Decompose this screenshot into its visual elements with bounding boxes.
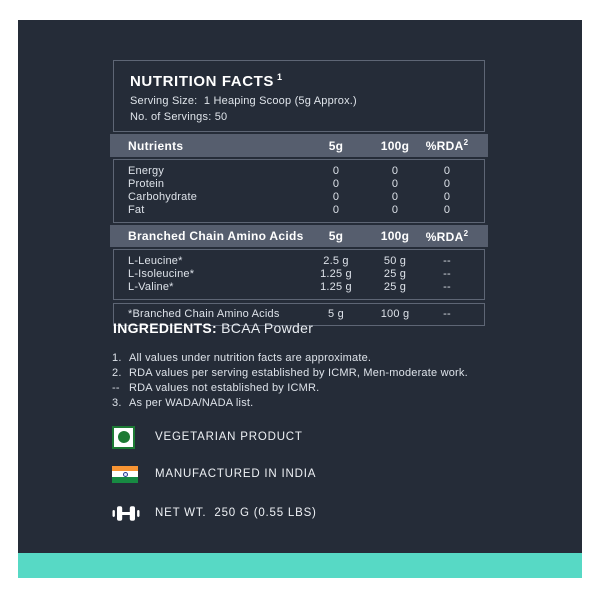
value-100g: 0: [391, 204, 399, 216]
india-flag: [112, 466, 138, 483]
col-header-100g: 100g: [380, 229, 410, 243]
value-100g: 0: [391, 191, 399, 203]
value-rda: 0: [443, 204, 451, 216]
dumbbell-svg: [112, 505, 140, 522]
net-weight-badge: [112, 500, 317, 526]
rda-footnote: 2: [463, 228, 469, 238]
nutrient-name: Protein: [128, 178, 165, 190]
nutrients-header-row: [110, 134, 488, 157]
footnote-text: RDA values not established by ICMR.: [129, 382, 320, 394]
value-100g: 25 g: [383, 281, 407, 293]
footnote-text: RDA values per serving established by ICMR, Men-moderate work.: [129, 367, 468, 379]
net-weight-label: NET WT. 250 G (0.55 LBS): [155, 507, 317, 519]
table-row-leucine: [114, 255, 484, 268]
origin-label: MANUFACTURED IN INDIA: [155, 468, 317, 480]
value-100g: 25 g: [383, 268, 407, 280]
nutrient-name: Carbohydrate: [128, 191, 198, 203]
value-5g: 2.5 g: [323, 255, 349, 267]
footnote-3: [112, 396, 532, 411]
rda-label: %RDA: [425, 229, 464, 244]
value-5g: 0: [332, 204, 340, 216]
value-5g: 1.25 g: [320, 281, 352, 293]
value-rda: 0: [443, 178, 451, 190]
value-5g: 0: [332, 191, 340, 203]
nutrients-table: [113, 159, 485, 223]
col-header-rda: [425, 229, 469, 244]
col-header-100g: 100g: [380, 138, 410, 153]
table-row-valine: [114, 281, 484, 294]
value-5g: 5 g: [328, 308, 344, 320]
value-100g: 100 g: [380, 308, 410, 320]
value-rda: 0: [443, 191, 451, 203]
ingredients-line: [113, 320, 313, 336]
value-100g: 0: [391, 165, 399, 177]
servings-count: No. of Servings: 50: [130, 111, 228, 123]
ashoka-chakra: [123, 472, 128, 477]
footnote-marker: 2.: [112, 367, 122, 379]
nutrition-facts-header: [113, 60, 485, 132]
value-5g: 0: [332, 178, 340, 190]
col-header-rda: [425, 138, 469, 153]
amino-acid-name: L-Leucine*: [128, 255, 183, 267]
rda-label: %RDA: [425, 139, 464, 153]
footnote-marker: 3.: [112, 397, 122, 409]
table-row-protein: [114, 178, 484, 191]
nutrition-facts-title-text: NUTRITION FACTS: [130, 73, 274, 90]
dumbbell-icon: [112, 505, 142, 522]
footnotes-list: [112, 351, 532, 411]
teal-accent-strip: [18, 553, 582, 578]
amino-acid-name: L-Valine*: [128, 281, 174, 293]
value-rda: --: [443, 255, 451, 267]
india-flag-icon: [112, 466, 142, 483]
flag-white-stripe: [112, 471, 138, 477]
table-row-fat: [114, 204, 484, 217]
value-100g: 50 g: [383, 255, 407, 267]
rda-footnote: 2: [463, 138, 469, 147]
serving-size: Serving Size: 1 Heaping Scoop (5g Approx.): [130, 95, 357, 107]
footnote-marker: --: [112, 382, 120, 394]
vegetarian-badge: [112, 424, 303, 450]
nutrient-name: Energy: [128, 165, 165, 177]
veg-mark-square: [112, 426, 135, 449]
origin-badge: [112, 461, 316, 487]
footnote-marker: 1.: [112, 352, 122, 364]
nutrition-facts-title-footnote: 1: [277, 72, 283, 82]
footnote-text: All values under nutrition facts are approximate.: [129, 352, 372, 364]
value-rda: --: [443, 268, 451, 280]
vegetarian-label: VEGETARIAN PRODUCT: [155, 431, 303, 443]
nutrition-facts-box: [110, 60, 488, 326]
col-header-5g: 5g: [328, 138, 344, 153]
value-100g: 0: [391, 178, 399, 190]
ingredients-value: BCAA Powder: [216, 320, 314, 336]
value-rda: --: [443, 281, 451, 293]
amino-acid-name: L-Isoleucine*: [128, 268, 195, 280]
value-5g: 0: [332, 165, 340, 177]
bcaa-table: [113, 249, 485, 300]
value-rda: --: [443, 308, 451, 320]
bcaa-total-name: *Branched Chain Amino Acids: [128, 308, 280, 320]
nutrients-header-label: Nutrients: [128, 138, 184, 153]
veg-mark-dot: [118, 431, 130, 443]
col-header-5g: 5g: [328, 229, 344, 243]
footnote-dash: [112, 381, 532, 396]
ingredients-label: INGREDIENTS:: [113, 320, 217, 336]
flag-green-stripe: [112, 477, 138, 483]
nutrient-name: Fat: [128, 204, 145, 216]
value-rda: 0: [443, 165, 451, 177]
table-row-energy: [114, 165, 484, 178]
footnote-1: [112, 351, 532, 366]
nutrition-facts-title: [130, 69, 468, 90]
table-row-carbohydrate: [114, 191, 484, 204]
bcaa-header-row: [110, 225, 488, 247]
label-panel: [18, 20, 582, 553]
table-row-isoleucine: [114, 268, 484, 281]
value-5g: 1.25 g: [320, 268, 352, 280]
footnote-2: [112, 366, 532, 381]
veg-mark-icon: [112, 426, 142, 449]
footnote-text: As per WADA/NADA list.: [129, 397, 254, 409]
bcaa-header-label: Branched Chain Amino Acids: [128, 229, 304, 243]
